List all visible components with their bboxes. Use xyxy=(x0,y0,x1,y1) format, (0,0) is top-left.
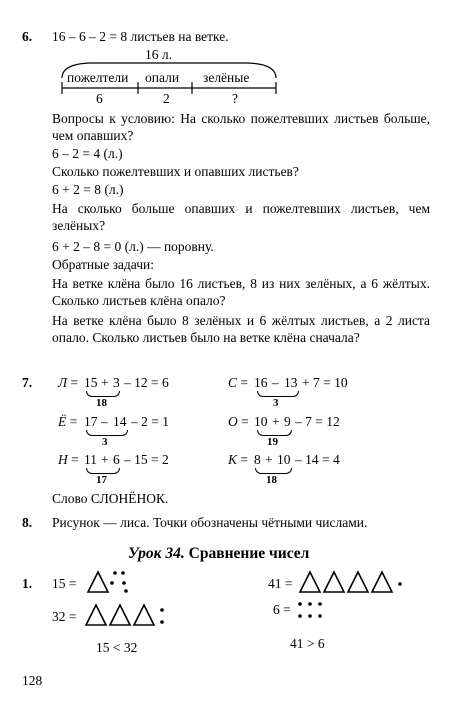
expr-op: – xyxy=(101,414,108,429)
expr-op: – xyxy=(272,375,279,390)
expr-rest: – 15 = 2 xyxy=(124,452,169,467)
expr-letter: Л = xyxy=(58,375,79,390)
solution-3: 6 + 2 – 8 = 0 (л.) — поровну. xyxy=(52,239,214,254)
expr-a: 11 xyxy=(84,452,97,467)
expr-sub: 3 xyxy=(273,397,279,409)
dot-icon xyxy=(308,614,312,618)
expr-rest: – 7 = 12 xyxy=(295,414,340,429)
expr-letter: С = xyxy=(228,375,249,390)
lesson-title: Сравнение чисел xyxy=(188,545,310,562)
expr-b: 3 xyxy=(113,375,120,390)
expr-rest: + 7 = 10 xyxy=(302,375,348,390)
inverse-tasks-heading: Обратные задачи: xyxy=(52,257,154,272)
task6-number: 6. xyxy=(22,29,33,44)
representation-label: 15 = xyxy=(52,576,77,591)
dot-icon xyxy=(121,571,125,575)
expr-b: 10 xyxy=(277,452,291,467)
expr-sub: 18 xyxy=(266,474,277,486)
expr-letter: О = xyxy=(228,414,249,429)
triangle-icon xyxy=(88,572,108,592)
task8-number: 8. xyxy=(22,515,33,530)
expr-b: 9 xyxy=(284,414,291,429)
segment-label-fallen: опали xyxy=(145,70,180,85)
expr-sub: 3 xyxy=(102,436,108,448)
expr-op: + xyxy=(272,414,280,429)
lesson-number: Урок 34. xyxy=(128,545,185,562)
inverse-task-1: На ветке клёна было 16 листьев, 8 из них зелёных, а 6 жёлтых. Сколько листьев клёна опало? xyxy=(52,276,430,308)
triangle-icon xyxy=(348,572,368,592)
task7-number: 7. xyxy=(22,375,33,390)
expr-a: 10 xyxy=(254,414,268,429)
expr-letter: Н = xyxy=(58,452,79,467)
page-number: 128 xyxy=(22,673,43,688)
expr-op: + xyxy=(101,452,109,467)
comparison-left: 15 < 32 xyxy=(96,640,138,655)
expr-rest: – 12 = 6 xyxy=(124,375,169,390)
triangle-icon xyxy=(324,572,344,592)
triangle-icon xyxy=(110,605,130,625)
segment-label-yellowed: пожелтели xyxy=(67,70,129,85)
representation-label: 41 = xyxy=(268,576,293,591)
expr-sub: 18 xyxy=(96,397,107,409)
task7-word: Слово СЛОНЁНОК. xyxy=(52,491,169,506)
triangle-icon xyxy=(134,605,154,625)
segment-value-fallen: 2 xyxy=(163,91,170,106)
expr-a: 17 xyxy=(84,414,98,429)
dot-icon xyxy=(318,614,322,618)
expr-a: 16 xyxy=(254,375,268,390)
solution-1: 6 – 2 = 4 (л.) xyxy=(52,146,123,161)
triangle-icon xyxy=(372,572,392,592)
expr-letter: К = xyxy=(228,452,248,467)
solution-2: 6 + 2 = 8 (л.) xyxy=(52,182,124,197)
dot-icon xyxy=(110,581,114,585)
dot-icon xyxy=(160,608,164,612)
segment-value-yellowed: 6 xyxy=(96,91,103,106)
question-1: Вопросы к условию: На сколько пожелтевших листьев больше, чем опавших? xyxy=(52,111,430,143)
expr-b: 13 xyxy=(284,375,298,390)
representation-label: 6 = xyxy=(273,602,291,617)
triangle-icon xyxy=(300,572,320,592)
task8-text: Рисунок — лиса. Точки обозначены чётными числами. xyxy=(52,515,368,530)
expr-sub: 19 xyxy=(267,436,278,448)
expr-b: 14 xyxy=(113,414,127,429)
expr-b: 6 xyxy=(113,452,120,467)
expr-rest: – 14 = 4 xyxy=(295,452,340,467)
dot-icon xyxy=(298,614,302,618)
task6-equation: 16 – 6 – 2 = 8 листьев на ветке. xyxy=(52,29,229,44)
dot-icon xyxy=(298,602,302,606)
representation-label: 32 = xyxy=(52,609,77,624)
expr-sub: 17 xyxy=(96,474,107,486)
task1-number: 1. xyxy=(22,576,33,591)
expr-rest: – 2 = 1 xyxy=(131,414,169,429)
expr-op: + xyxy=(265,452,273,467)
question-3: На сколько больше опавших и пожелтевших листьев, чем зелёных? xyxy=(52,201,430,233)
expr-a: 15 xyxy=(84,375,98,390)
comparison-right: 41 > 6 xyxy=(290,636,325,651)
dot-icon xyxy=(318,602,322,606)
expr-op: + xyxy=(101,375,109,390)
dot-icon xyxy=(308,602,312,606)
question-2: Сколько пожелтевших и опавших листьев? xyxy=(52,164,299,179)
diagram-total: 16 л. xyxy=(145,47,172,62)
expr-a: 8 xyxy=(254,452,261,467)
triangle-icon xyxy=(86,605,106,625)
dot-icon xyxy=(122,581,126,585)
inverse-task-2: На ветке клёна было 8 зелёных и 6 жёлтых листьев, а 2 листа опало. Сколько листьев было на ветке клёна сначала? xyxy=(52,313,430,345)
segment-value-green: ? xyxy=(232,91,238,106)
expr-letter: Ё = xyxy=(58,414,78,429)
dot-icon xyxy=(398,582,402,586)
dot-icon xyxy=(113,571,117,575)
dot-icon xyxy=(124,589,128,593)
dot-icon xyxy=(160,620,164,624)
segment-label-green: зелёные xyxy=(203,70,250,85)
